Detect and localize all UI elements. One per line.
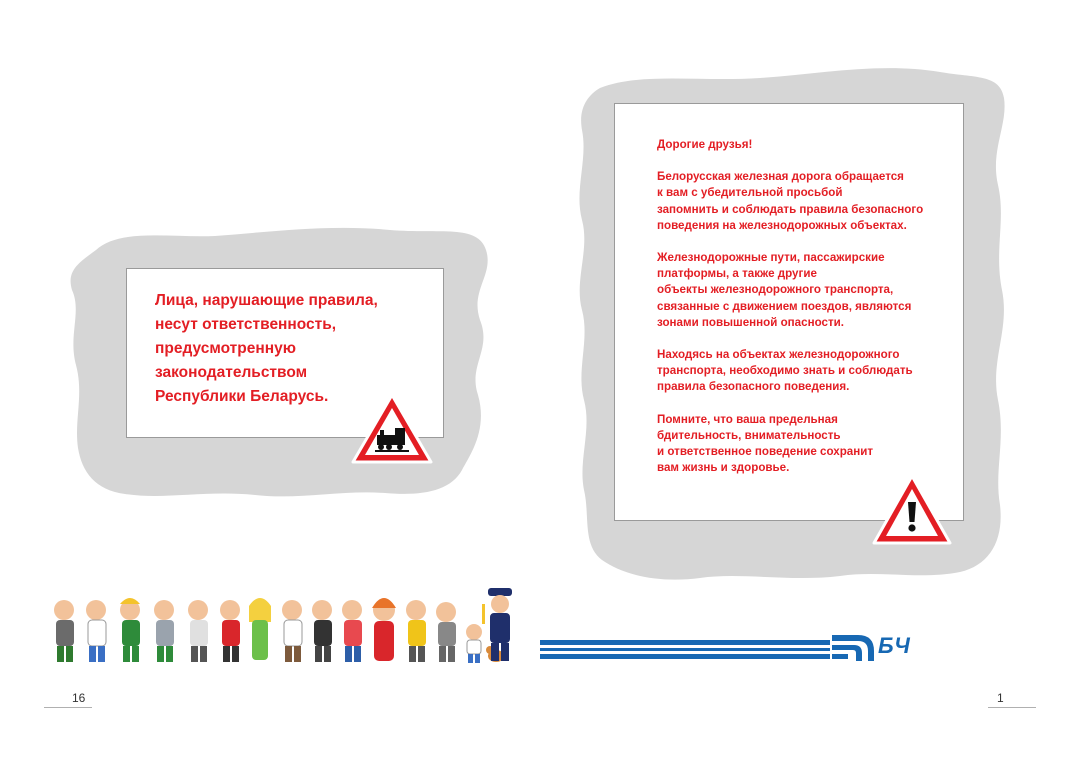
appeal-paragraph — [657, 347, 957, 396]
person-figure-icon — [372, 598, 396, 661]
person-figure-icon — [282, 600, 302, 662]
appeal-line: Находясь на объектах железнодорожного — [657, 348, 900, 362]
person-figure-icon — [120, 598, 140, 662]
appeal-line: зонами повышенной опасности. — [657, 315, 844, 329]
person-figure-icon — [342, 600, 362, 662]
appeal-line: транспорта, необходимо знать и соблюдать — [657, 364, 913, 378]
appeal-greeting — [657, 137, 957, 153]
person-figure-icon — [406, 600, 426, 662]
liability-notice — [155, 289, 425, 409]
person-figure-icon — [86, 600, 106, 662]
appeal-line: правила безопасного поведения. — [657, 380, 850, 394]
right-appeal-card — [614, 103, 964, 521]
appeal-line: поведения на железнодорожных объектах. — [657, 218, 907, 232]
exclamation-warning-sign-icon — [871, 473, 953, 547]
appeal-line: запомнить и соблюдать правила безопасного — [657, 202, 924, 216]
appeal-line: и ответственное поведение сохранит — [657, 445, 874, 459]
page-number-rule-left — [44, 707, 92, 708]
appeal-line: к вам с убедительной просьбой — [657, 186, 843, 200]
liability-line: Республики Беларусь. — [155, 388, 329, 405]
liability-line: Лица, нарушающие правила, — [155, 292, 378, 309]
appeal-text — [657, 137, 957, 492]
appeal-paragraph — [657, 412, 957, 477]
appeal-paragraph — [657, 250, 957, 331]
person-figure-icon — [220, 600, 240, 662]
liability-line: несут ответственность, — [155, 316, 337, 333]
page-number-rule-right — [988, 707, 1036, 708]
liability-line: законодательством — [155, 364, 308, 381]
appeal-line: связанные с движением поездов, являются — [657, 299, 912, 313]
blue-stripes-decoration — [540, 640, 830, 660]
page-number-right: 1 — [997, 691, 1004, 705]
bch-logo-text: БЧ — [878, 633, 911, 658]
person-figure-icon — [188, 600, 208, 662]
person-figure-icon — [54, 600, 74, 662]
person-figure-icon — [436, 602, 456, 662]
person-figure-icon — [249, 598, 271, 660]
bch-logo-wing-icon — [828, 631, 878, 665]
appeal-paragraph — [657, 169, 957, 234]
person-figure-icon — [312, 600, 332, 662]
railway-officer-illustration-icon — [480, 586, 520, 666]
appeal-line: Помните, что ваша предельная — [657, 412, 838, 426]
appeal-line: вам жизнь и здоровье. — [657, 461, 790, 475]
appeal-line: объекты железнодорожного транспорта, — [657, 283, 894, 297]
appeal-line: Дорогие друзья! — [657, 138, 753, 151]
person-figure-icon — [154, 600, 174, 662]
appeal-line: Белорусская железная дорога обращается — [657, 170, 904, 184]
page-number-left: 16 — [72, 691, 86, 705]
cartoon-people-row-illustration — [44, 588, 504, 668]
liability-line: предусмотренную — [155, 340, 296, 357]
railway-crossing-warning-sign-icon — [350, 392, 434, 466]
appeal-line: Железнодорожные пути, пассажирские — [657, 251, 885, 265]
appeal-line: бдительность, внимательность — [657, 428, 841, 442]
appeal-line: платформы, а также другие — [657, 267, 817, 281]
